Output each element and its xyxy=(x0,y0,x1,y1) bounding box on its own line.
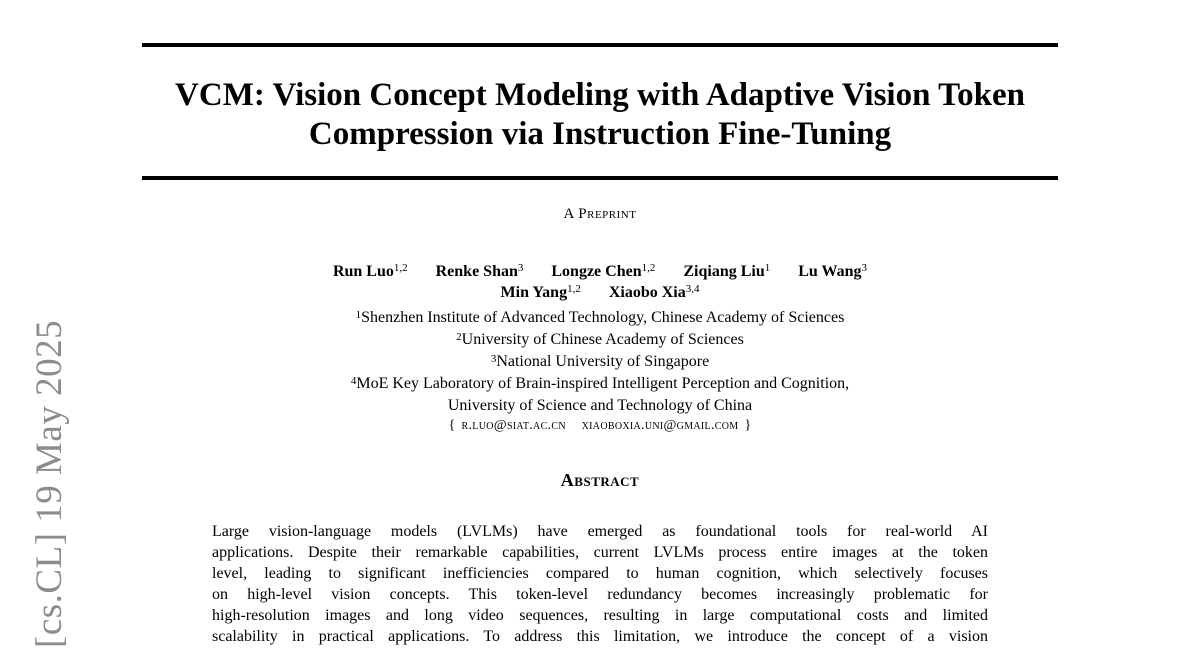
abstract-line: scalability in practical applications. To address this limitation, we introduce the concept of a vision xyxy=(212,628,988,645)
title-line-1: VCM: Vision Concept Modeling with Adaptive Vision Token xyxy=(175,77,1025,113)
author-name: Renke Shan xyxy=(435,263,518,280)
author xyxy=(609,282,700,303)
author-name: Ziqiang Liu xyxy=(683,263,765,280)
email-link[interactable]: xiaoboxia.uni@gmail.com xyxy=(581,418,739,433)
author-affil-mark: 1,2 xyxy=(393,262,408,274)
abstract-line: Large vision-language models (LVLMs) have emerged as foundational tools for real-world AI xyxy=(212,523,988,540)
abstract-heading: Abstract xyxy=(560,470,640,490)
author-name: Lu Wang xyxy=(798,263,862,280)
author xyxy=(501,282,581,303)
author-affil-mark: 1 xyxy=(764,262,771,274)
author-affil-mark: 1,2 xyxy=(641,262,656,274)
affiliation-text: University of Chinese Academy of Sciences xyxy=(461,331,744,348)
affiliation xyxy=(142,307,1058,329)
author-name: Xiaobo Xia xyxy=(608,284,686,301)
author-affil-mark: 3 xyxy=(517,262,524,274)
affiliation-text: University of Science and Technology of China xyxy=(447,397,753,414)
affiliation-list xyxy=(142,307,1058,417)
affiliation xyxy=(142,351,1058,373)
author-affil-mark: 3,4 xyxy=(685,283,700,295)
email-brace-open: { xyxy=(448,418,456,433)
preprint-label: A Preprint xyxy=(563,206,637,222)
affiliation-mark: 1 xyxy=(355,309,362,321)
abstract-line: level, leading to significant inefficiencies compared to human cognition, which selectively focuses xyxy=(212,565,988,582)
affiliation-mark: 3 xyxy=(490,353,497,365)
abstract-line: applications. Despite their remarkable capabilities, current LVLMs process entire images at the token xyxy=(212,544,988,561)
author-name: Min Yang xyxy=(500,284,568,301)
email-link[interactable]: r.luo@siat.ac.cn xyxy=(461,418,566,433)
author xyxy=(333,261,408,282)
arxiv-sidebar-stamp: [cs.CL] 19 May 2025 xyxy=(29,319,70,648)
affiliation-mark: 4 xyxy=(350,375,357,387)
author xyxy=(798,261,867,282)
title-bottom-rule xyxy=(142,176,1058,180)
title-line-2: Compression via Instruction Fine-Tuning xyxy=(308,116,892,152)
author-affil-mark: 3 xyxy=(861,262,868,274)
author xyxy=(683,261,770,282)
author xyxy=(551,261,655,282)
author-emails xyxy=(142,418,1058,434)
affiliation xyxy=(142,373,1058,395)
abstract-line: high-resolution images and long video sequences, resulting in large computational costs and limited xyxy=(212,607,988,624)
author-row-1 xyxy=(142,261,1058,282)
paper-title xyxy=(142,76,1058,154)
affiliation-text: National University of Singapore xyxy=(496,353,710,370)
affiliation xyxy=(142,395,1058,417)
author-affil-mark: 1,2 xyxy=(567,283,581,295)
author xyxy=(436,261,524,282)
affiliation-text: Shenzhen Institute of Advanced Technology, Chinese Academy of Sciences xyxy=(361,309,845,326)
affiliation xyxy=(142,329,1058,351)
email-brace-close: } xyxy=(744,418,752,433)
affiliation-mark: 2 xyxy=(456,331,462,343)
author-name: Longze Chen xyxy=(551,263,642,280)
affiliation-text: MoE Key Laboratory of Brain-inspired Intelligent Perception and Cognition, xyxy=(356,375,850,392)
abstract-line: on high-level vision concepts. This token-level redundancy becomes increasingly problematic for xyxy=(212,586,988,603)
author-list xyxy=(142,261,1058,303)
title-top-rule xyxy=(142,43,1058,47)
author-row-2 xyxy=(142,282,1058,303)
abstract-body xyxy=(212,521,988,647)
author-name: Run Luo xyxy=(332,263,394,280)
